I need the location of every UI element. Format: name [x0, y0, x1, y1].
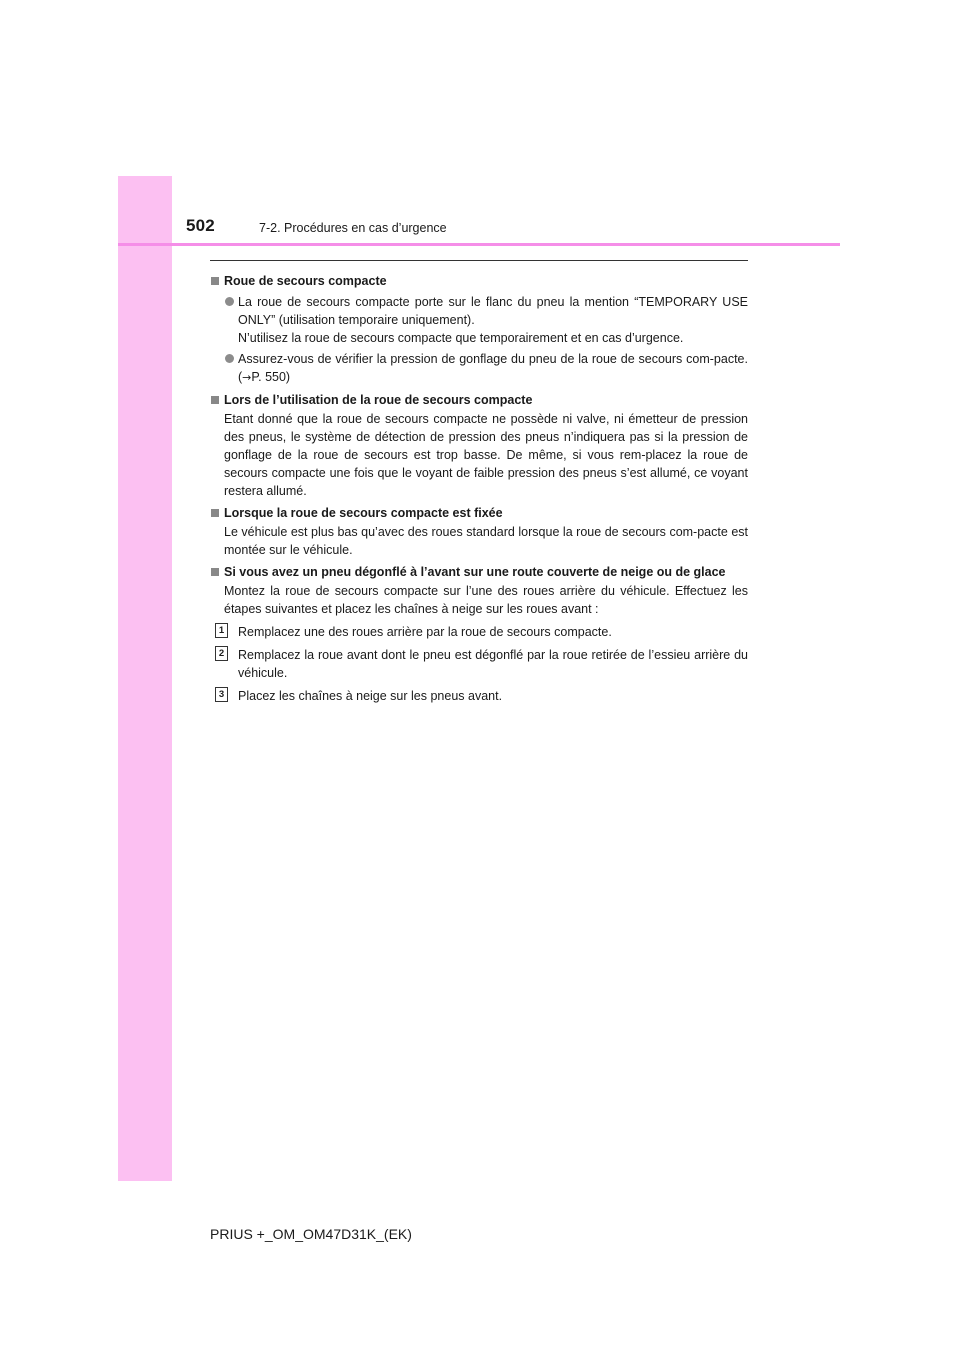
section-title-snow-ice: Si vous avez un pneu dégonflé à l’avant sur une route couverte de neige ou de glace [210, 563, 748, 581]
step-3: 3 Placez les chaînes à neige sur les pneus avant. [210, 687, 748, 705]
paragraph-snow-ice: Montez la roue de secours compacte sur l’une des roues arrière du véhicule. Effectuez les étapes suivantes et placez les chaînes à neige sur les roues avant : [224, 584, 748, 616]
side-tab-band [118, 176, 172, 1181]
step-number-badge: 1 [215, 623, 228, 638]
header-rule [118, 243, 840, 246]
square-bullet-icon [211, 509, 219, 517]
step-1: 1 Remplacez une des roues arrière par la roue de secours compacte. [210, 623, 748, 641]
step-number-badge: 2 [215, 646, 228, 661]
step-2: 2 Remplacez la roue avant dont le pneu est dégonflé par la roue retirée de l’essieu arrière du véhicule. [210, 646, 748, 682]
page-number: 502 [186, 216, 215, 235]
square-bullet-icon [211, 396, 219, 404]
section-title-compact-spare: Roue de secours compacte [210, 272, 748, 290]
section-title-spare-fitted: Lorsque la roue de secours compacte est fixée [210, 504, 748, 522]
page-reference-link[interactable]: P. 550) [251, 370, 291, 384]
step-number-badge: 3 [215, 687, 228, 702]
section-title-using-spare: Lors de l’utilisation de la roue de secours compacte [210, 391, 748, 409]
content-top-rule [210, 260, 748, 261]
bullet-temporary-use: La roue de secours compacte porte sur le flanc du pneu la mention “TEMPORARY USE ONLY” (utilisation temporaire uniquement). N’utilisez la roue de secours compacte que temporairement et en cas d’urgence. [210, 293, 748, 347]
square-bullet-icon [211, 277, 219, 285]
paragraph-spare-fitted: Le véhicule est plus bas qu’avec des roues standard lorsque la roue de secours com-pacte est montée sur le véhicule. [224, 525, 748, 557]
paragraph-using-spare: Etant donné que la roue de secours compacte ne possède ni valve, ni émetteur de pression des pneus, le système de détection de pression des pneus n’indiquera pas si la pression de gonflage de la roue de secours est trop basse. De même, si vous rem-placez la roue de secours compacte une fois que le voyant de faible pression des pneus s’est allumé, ce voyant restera allumé. [224, 412, 748, 498]
footer-model-code: PRIUS +_OM_OM47D31K_(EK) [210, 1226, 412, 1242]
circle-bullet-icon [225, 354, 234, 363]
bullet-check-pressure: Assurez-vous de vérifier la pression de gonflage du pneu de la roue de secours com-pacte. (→P. 550) [210, 350, 748, 387]
arrow-reference-icon: → [242, 371, 252, 384]
circle-bullet-icon [225, 297, 234, 306]
page-content [210, 268, 748, 705]
chapter-title: 7-2. Procédures en cas d’urgence [259, 221, 447, 235]
square-bullet-icon [211, 568, 219, 576]
